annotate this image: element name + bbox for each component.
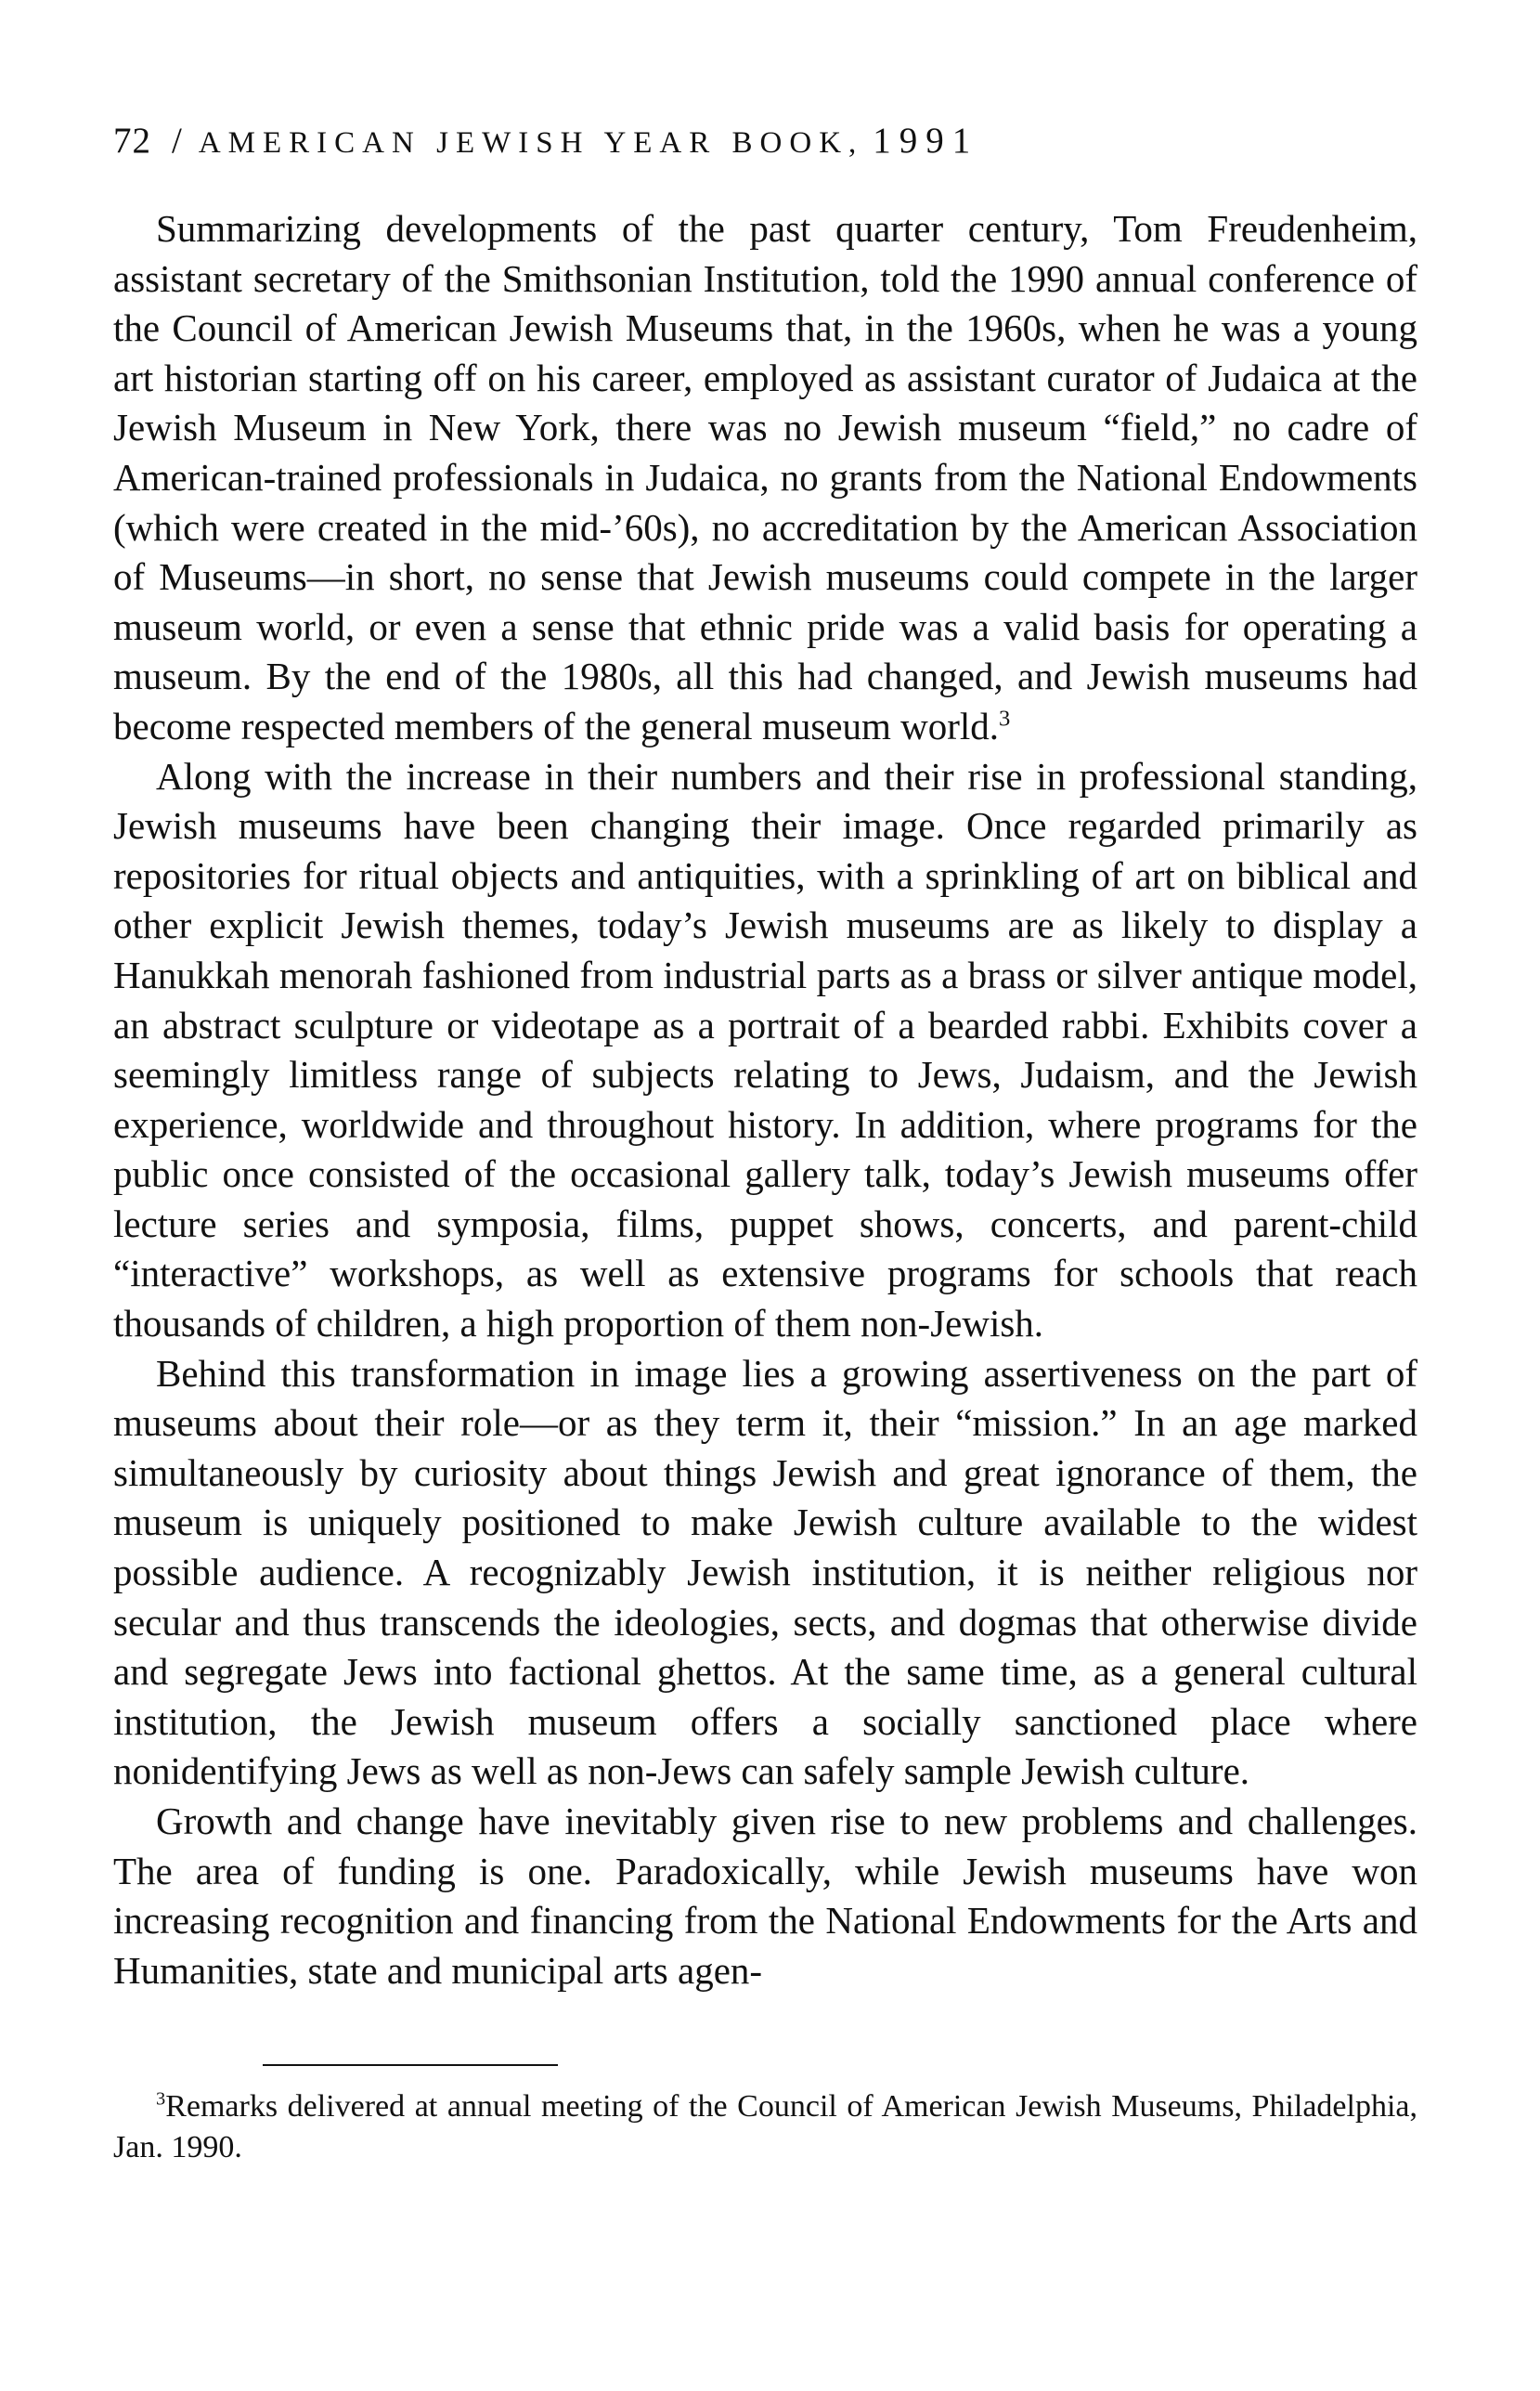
page-number: 72 [113,121,151,161]
journal-title: AMERICAN JEWISH YEAR BOOK, [198,126,864,160]
footnote [113,2086,1417,2168]
paragraph-3: Behind this transformation in image lies a growing assertiveness on the part of museums about their role—or as they term it, their “mission.” In an age marked simultaneously by curiosity about things Jewish and great ignorance of them, the museum is uniquely positioned to make Jewish culture available to the widest possible audience. A recognizably Jewish institution, it is neither religious nor secular and thus transcends the ideologies, sects, and dogmas that otherwise divide and segregate Jews into factional ghettos. At the same time, as a general cultural institution, the Jewish museum offers a socially sanctioned place where nonidentifying Jews as well as non-Jews can safely sample Jewish culture. [113,1351,1417,1793]
header-separator: / [172,121,182,161]
paragraph-1 [113,204,1417,752]
paragraph-1-text: Summarizing developments of the past quarter century, Tom Freudenheim, assistant secretary of the Smithsonian Institution, told the 1990 annual conference of the Council of American Jewish Museums that, in the 1960s, when he was a young art historian starting off on his career, employed as assistant curator of Judaica at the Jewish Museum in New York, there was no Jewish museum “field,” no cadre of American-trained professionals in Judaica, no grants from the National Endowments (which were created in the mid-’60s), no accreditation by the American Association of Museums—in short, no sense that Jewish museums could compete in the larger museum world, or even a sense that ethnic pride was a valid basis for operating a museum. By the end of the 1980s, all this had changed, and Jewish museums had become respected members of the general museum world. [113,207,1417,747]
publication-year: 1991 [873,121,979,161]
paragraph-4: Growth and change have inevitably given rise to new problems and challenges. The area of funding is one. Paradoxically, while Jewish museums have won increasing recognition and financing from the National Endowments for the Arts and Humanities, state and municipal arts agen- [113,1800,1417,1992]
footnote-divider [263,2064,558,2066]
running-head [113,119,1431,165]
footnote-reference-3: 3 [999,706,1011,732]
footnote-text: Remarks delivered at annual meeting of the Council of American Jewish Museums, Philadelphia, Jan. 1990. [113,2089,1417,2164]
paragraph-2: Along with the increase in their numbers and their rise in professional standing, Jewish museums have been changing their image. Once regarded primarily as repositories for ritual objects and antiquities, with a sprinkling of art on biblical and other explicit Jewish themes, today’s Jewish museums are as likely to display a Hanukkah menorah fashioned from industrial parts as a brass or silver antique model, an abstract sculpture or videotape as a portrait of a bearded rabbi. Exhibits cover a seemingly limitless range of subjects relating to Jews, Judaism, and the Jewish experience, worldwide and throughout history. In addition, where programs for the public once consisted of the occasional gallery talk, today’s Jewish museums offer lecture series and symposia, films, puppet shows, concerts, and parent-child “interactive” workshops, as well as extensive programs for schools that reach thousands of children, a high proportion of them non-Jewish. [113,754,1417,1345]
body-text [113,204,1417,1995]
footnote-marker: 3 [156,2088,166,2110]
